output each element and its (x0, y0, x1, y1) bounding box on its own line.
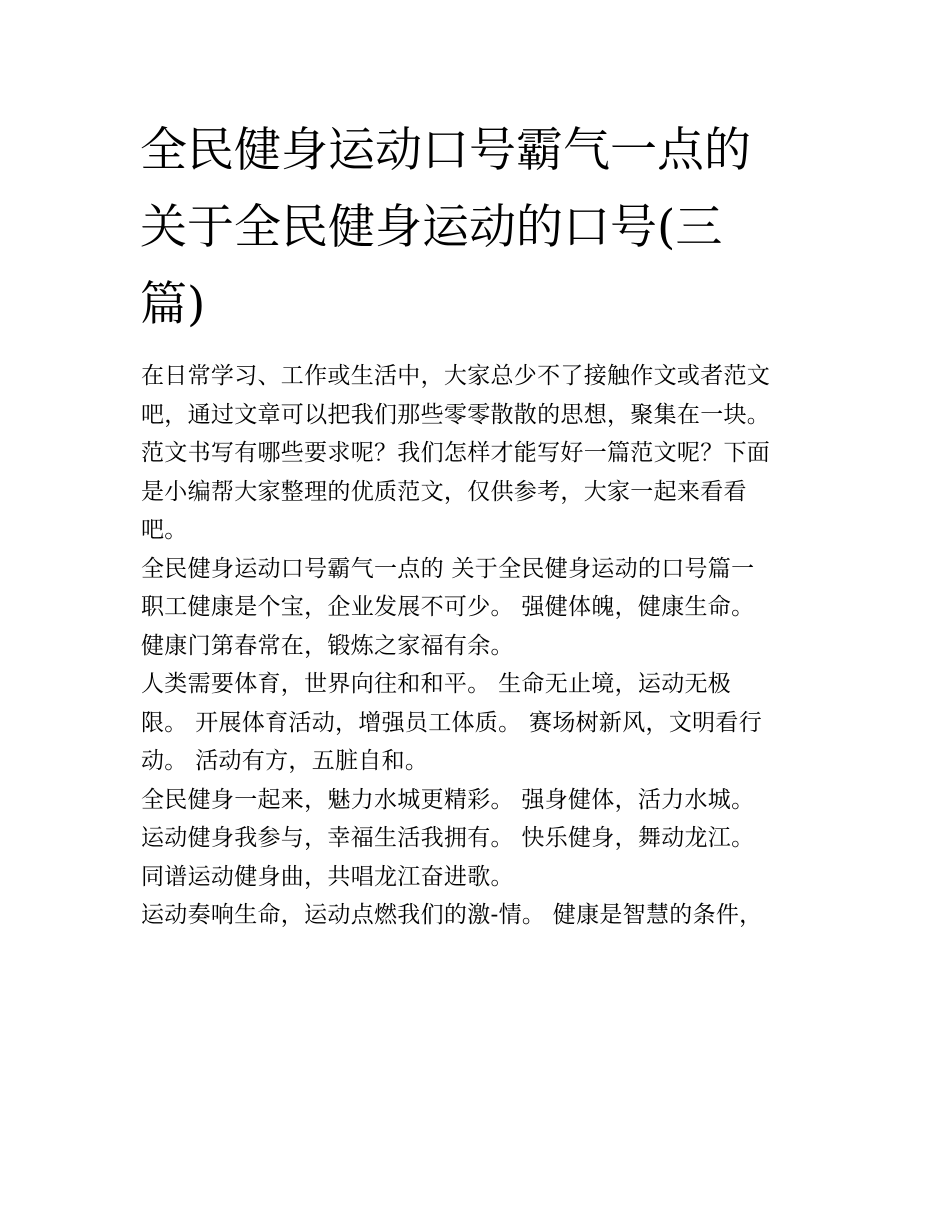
text-line: 运动健身我参与，幸福生活我拥有。 快乐健身，舞动龙江。 (141, 825, 755, 851)
title-line: 篇) (140, 277, 206, 332)
title-line: 全民健身运动口号霸气一点的 (140, 123, 751, 178)
section-heading (141, 550, 831, 589)
paragraph-intro (141, 357, 831, 550)
paragraph-slogans-2 (141, 665, 831, 781)
text-line: 吧。 (141, 517, 188, 543)
text-line: 范文书写有哪些要求呢？我们怎样才能写好一篇范文呢？下面 (141, 440, 771, 466)
paragraph-slogans-1 (141, 588, 831, 665)
text-line: 职工健康是个宝，企业发展不可少。 强健体魄，健康生命。 (141, 594, 755, 620)
text-line: 运动奏响生命，运动点燃我们的激-情。 健康是智慧的条件， (141, 902, 763, 928)
text-line: 动。 活动有方，五脏自和。 (141, 748, 429, 774)
text-line: 健康门第春常在，锻炼之家福有余。 (141, 632, 514, 659)
paragraph-slogans-3 (141, 781, 831, 897)
document-title (140, 112, 830, 343)
title-line: 关于全民健身运动的口号(三 (140, 200, 723, 255)
text-line: 吧，通过文章可以把我们那些零零散散的思想，聚集在一块。 (141, 401, 771, 428)
text-line: 全民健身一起来，魅力水城更精彩。 强身健体，活力水城。 (141, 786, 755, 813)
text-line: 全民健身运动口号霸气一点的 关于全民健身运动的口号篇一 (141, 555, 755, 582)
document-body (141, 357, 831, 935)
text-line: 在日常学习、工作或生活中，大家总少不了接触作文或者范文 (141, 363, 771, 389)
paragraph-slogans-4 (141, 896, 831, 935)
text-line: 限。 开展体育活动，增强员工体质。 赛场树新风，文明看行 (141, 709, 763, 736)
text-line: 人类需要体育，世界向往和和平。 生命无止境，运动无极 (141, 671, 732, 697)
text-line: 是小编帮大家整理的优质范文，仅供参考，大家一起来看看 (141, 478, 747, 505)
text-line: 同谱运动健身曲，共唱龙江奋进歌。 (141, 863, 514, 890)
